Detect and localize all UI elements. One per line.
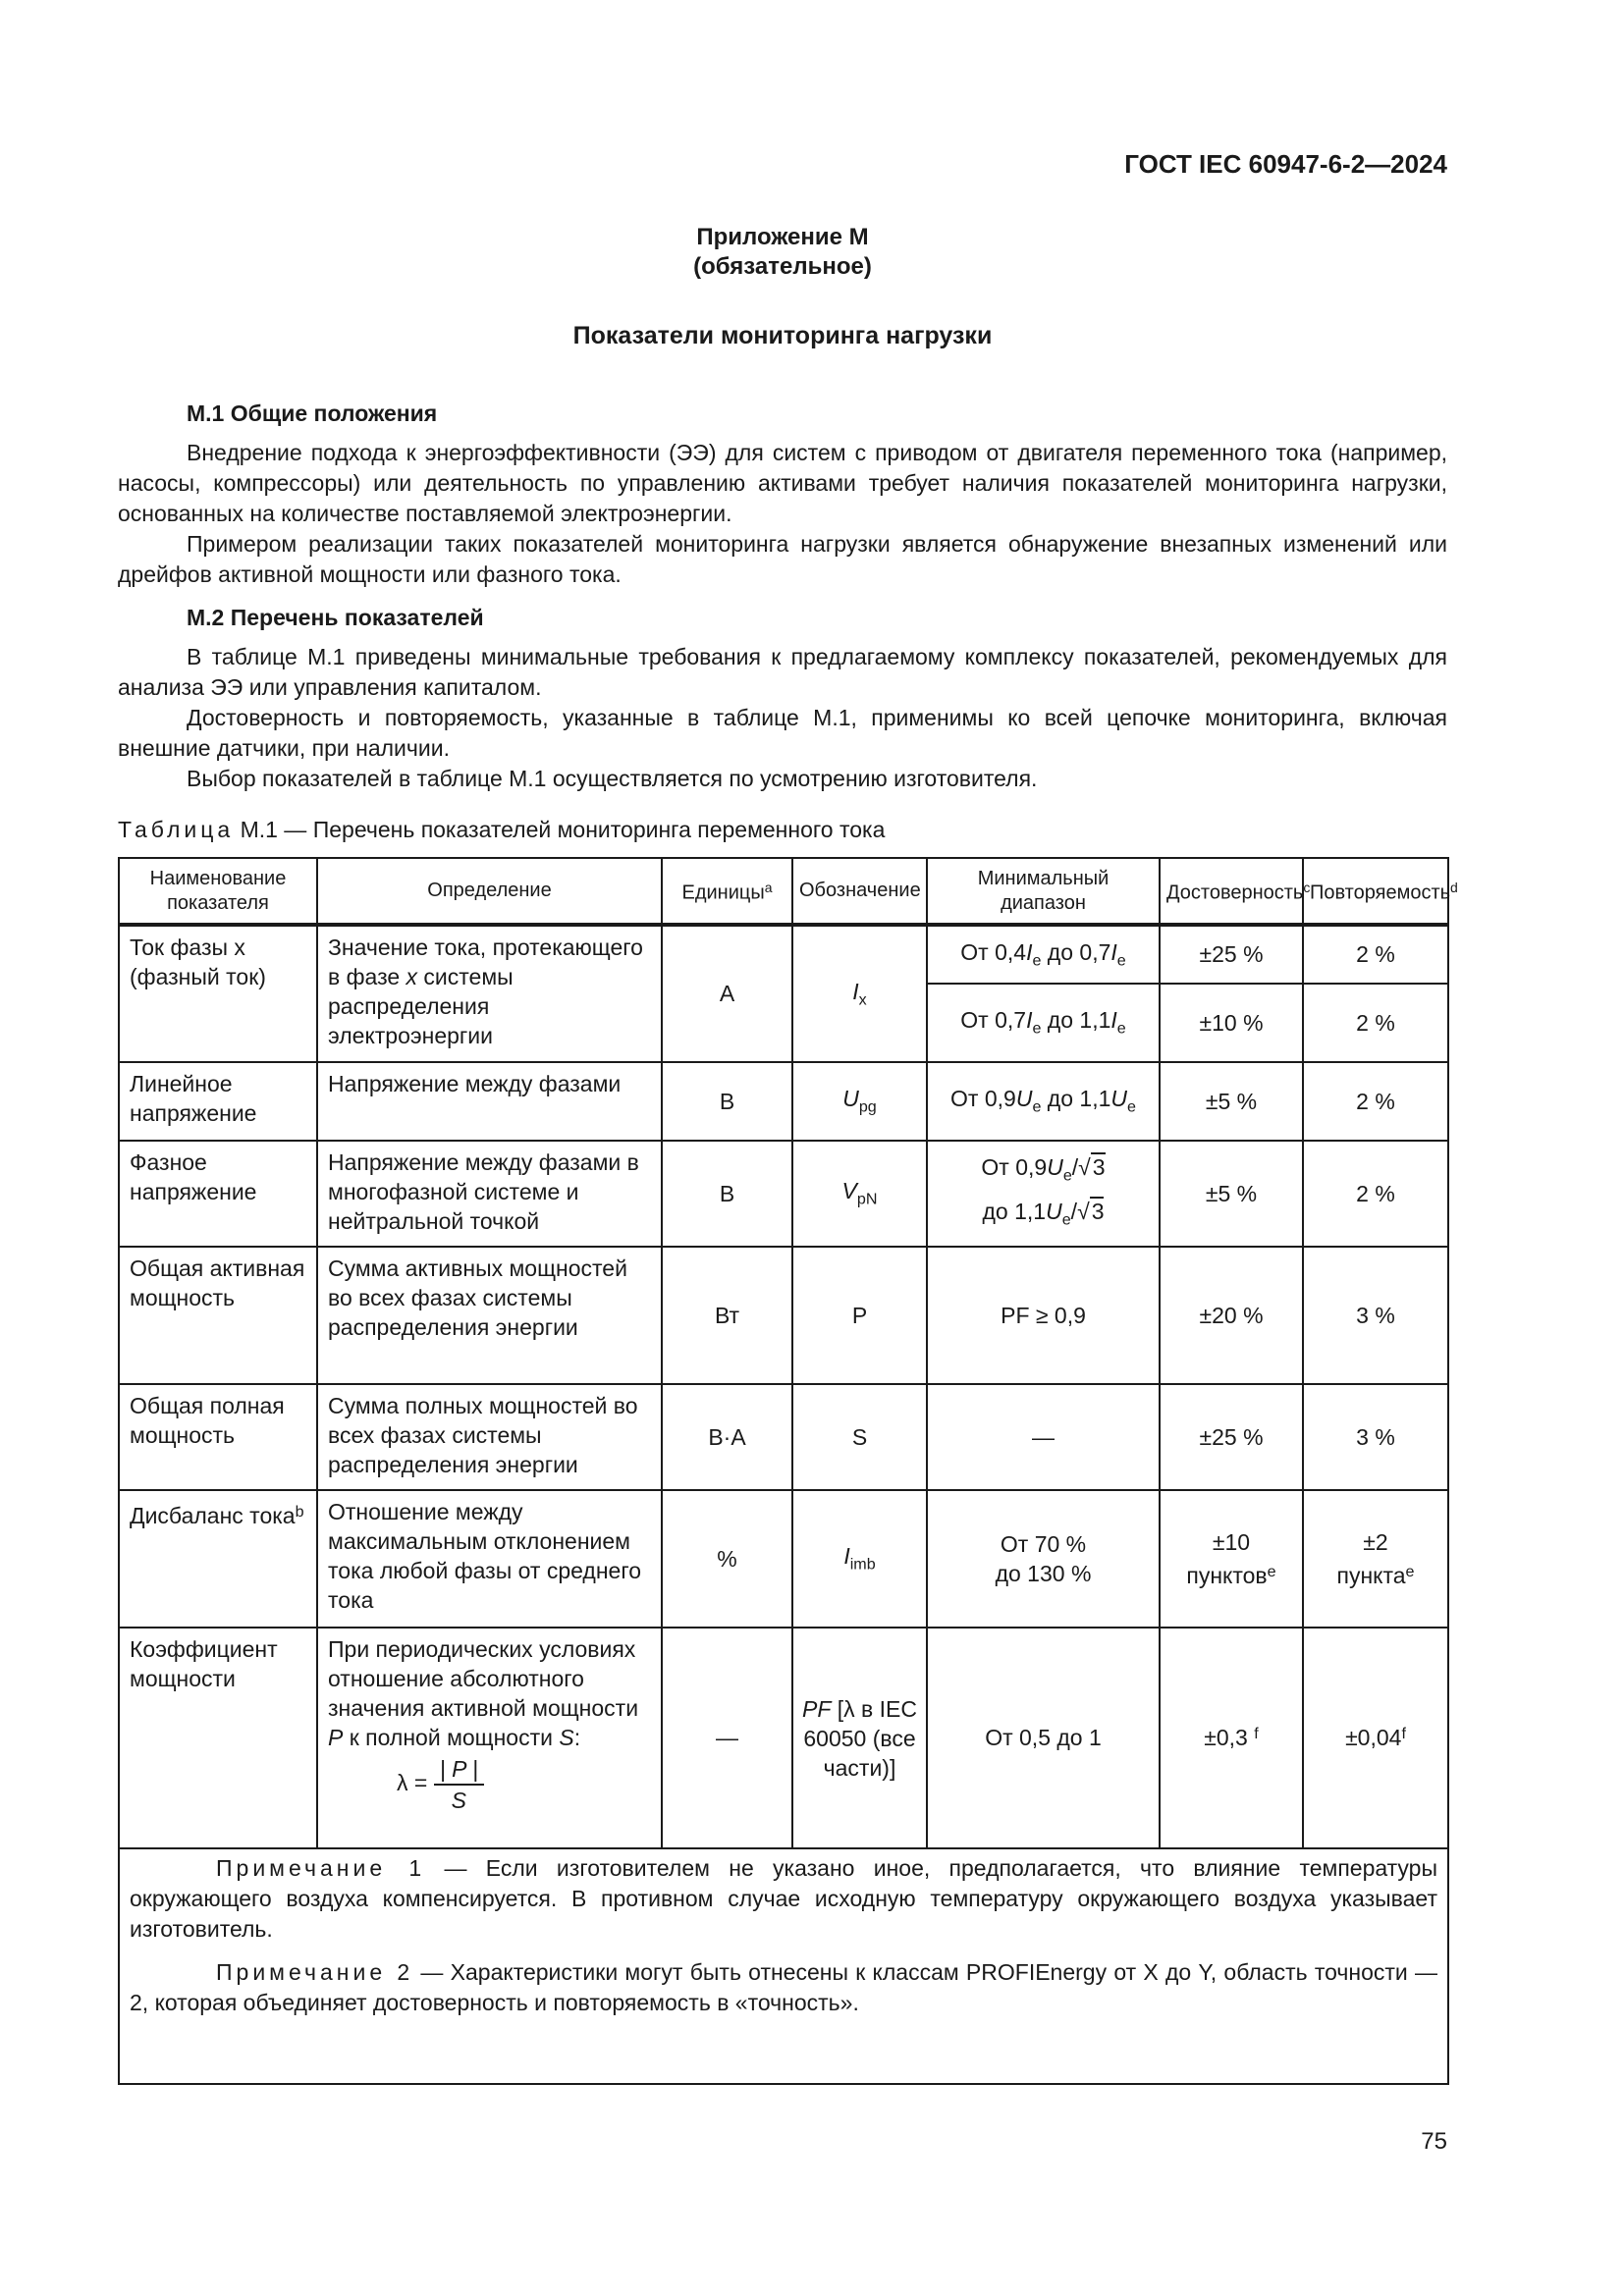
cell-repeatability: ±0,04$^f$ <box>1303 1628 1448 1848</box>
table-row-apparent-power <box>119 1384 1448 1490</box>
table-caption-title: М.1 — Перечень показателей мониторинга переменного тока <box>240 817 886 842</box>
table-caption-label: Таблица <box>118 817 235 842</box>
cell-accuracy: ±10 % <box>1160 984 1303 1062</box>
col-header-definition: Определение <box>317 858 662 925</box>
cell-name: Общая активная мощность <box>119 1247 317 1384</box>
section-m1-body <box>118 438 1447 590</box>
cell-accuracy: ±10 пунктов$^e$ <box>1160 1490 1303 1628</box>
note-2: Примечание 2 — Характеристики могут быть отнесены к классам PROFIEnergy от X до Y, область точности — 2, которая объединяет достоверность и повторяемость в «точность». <box>130 1959 1437 2015</box>
table-row-current-1 <box>119 925 1448 984</box>
cell-units: В·А <box>662 1384 792 1490</box>
col-header-name: Наименование показателя <box>119 858 317 925</box>
cell-definition: Сумма полных мощностей во всех фазах системы распределения энергии <box>317 1384 662 1490</box>
paragraph: Примером реализации таких показателей мониторинга нагрузки является обнаружение внезапных изменений или дрейфов активной мощности или фазного тока. <box>118 531 1447 587</box>
cell-name: Дисбаланс тока$^b$ <box>119 1490 317 1628</box>
cell-range: От 70 % до 130 % <box>927 1490 1160 1628</box>
cell-accuracy: ±0,3 $^f$ <box>1160 1628 1303 1848</box>
annex-status: (обязательное) <box>693 253 872 280</box>
cell-definition: Напряжение между фазами в многофазной системе и нейтральной точкой <box>317 1141 662 1247</box>
section-m1-heading: М.1 Общие положения <box>187 400 438 426</box>
cell-name: Линейное напряжение <box>119 1062 317 1141</box>
cell-range: От $0,9U_e/√3$ до $1,1U_e/√3$ <box>927 1141 1160 1247</box>
cell-units: В <box>662 1141 792 1247</box>
cell-symbol: $U_{pg}$ <box>792 1062 927 1141</box>
cell-accuracy: ±5 % <box>1160 1062 1303 1141</box>
section-m2-heading: М.2 Перечень показателей <box>187 605 484 630</box>
cell-range: PF ≥ 0,9 <box>927 1247 1160 1384</box>
cell-repeatability: 2 % <box>1303 925 1448 984</box>
cell-repeatability: 2 % <box>1303 1141 1448 1247</box>
cell-definition: Сумма активных мощностей во всех фазах системы распределения энергии <box>317 1247 662 1384</box>
note-1: Примечание 1 — Если изготовителем не указано иное, предполагается, что влияние температуры окружающего воздуха компенсируется. В противном случае исходную температуру окружающего воздуха указывает изготовитель. <box>130 1855 1437 1942</box>
cell-units: % <box>662 1490 792 1628</box>
cell-units: Вт <box>662 1247 792 1384</box>
cell-range: От 0,5 до 1 <box>927 1628 1160 1848</box>
cell-definition: Напряжение между фазами <box>317 1062 662 1141</box>
power-factor-formula: λ = $\frac{| P |}{S}$ <box>328 1754 651 1815</box>
col-header-range: Минимальный диапазон <box>927 858 1160 925</box>
cell-accuracy: ±25 % <box>1160 1384 1303 1490</box>
cell-symbol: $I_x$ <box>792 925 927 1062</box>
cell-symbol: P <box>792 1247 927 1384</box>
table-row-line-voltage <box>119 1062 1448 1141</box>
cell-symbol: $I_{imb}$ <box>792 1490 927 1628</box>
col-header-symbol: Обозначение <box>792 858 927 925</box>
table-row-phase-voltage <box>119 1141 1448 1247</box>
cell-units: А <box>662 925 792 1062</box>
page-number: 75 <box>1421 2128 1447 2155</box>
cell-definition: Значение тока, протекающего в фазе x системы распределения электроэнергии <box>317 925 662 1062</box>
cell-definition: При периодических условиях отношение абсолютного значения активной мощности P к полной мощности S: λ = $\frac{| P |}{S}$ <box>317 1628 662 1848</box>
table-caption <box>118 817 885 843</box>
col-header-accuracy: Достоверность$^c$ <box>1160 858 1303 925</box>
cell-repeatability: 3 % <box>1303 1384 1448 1490</box>
table-row-active-power <box>119 1247 1448 1384</box>
table-notes-row <box>119 1848 1448 2084</box>
section-m2-body <box>118 642 1447 794</box>
cell-repeatability: 2 % <box>1303 984 1448 1062</box>
paragraph: В таблице М.1 приведены минимальные требования к предлагаемому комплексу показателей, рекомендуемых для анализа ЭЭ или управления капиталом. <box>118 644 1447 700</box>
table-notes <box>119 1848 1448 2084</box>
table-header-row <box>119 858 1448 925</box>
col-header-repeatability: Повторяемость$^d$ <box>1303 858 1448 925</box>
cell-accuracy: ±25 % <box>1160 925 1303 984</box>
paragraph: Достоверность и повторяемость, указанные в таблице М.1, применимы ко всей цепочке мониторинга, включая внешние датчики, при наличии. <box>118 705 1447 761</box>
standard-designation: ГОСТ IEC 60947-6-2—2024 <box>1124 149 1447 179</box>
cell-symbol: S <box>792 1384 927 1490</box>
cell-accuracy: ±5 % <box>1160 1141 1303 1247</box>
cell-repeatability: 2 % <box>1303 1062 1448 1141</box>
cell-repeatability: 3 % <box>1303 1247 1448 1384</box>
cell-units: В <box>662 1062 792 1141</box>
cell-symbol: PF [λ в IEC 60050 (все части)] <box>792 1628 927 1848</box>
cell-name: Общая полная мощность <box>119 1384 317 1490</box>
annex-title: Приложение М <box>696 224 869 250</box>
indicators-table <box>118 857 1458 2085</box>
cell-symbol: $V_{pN}$ <box>792 1141 927 1247</box>
cell-name: Коэффициент мощности <box>119 1628 317 1848</box>
cell-name: Фазное напряжение <box>119 1141 317 1247</box>
cell-units: — <box>662 1628 792 1848</box>
col-header-units: Единицы$^a$ <box>662 858 792 925</box>
cell-range: — <box>927 1384 1160 1490</box>
cell-range: От $0,9U_e$ до $1,1U_e$ <box>927 1062 1160 1141</box>
cell-repeatability: ±2 пункта$^e$ <box>1303 1490 1448 1628</box>
table-row-power-factor <box>119 1628 1448 1848</box>
annex-heading: Показатели мониторинга нагрузки <box>572 322 993 349</box>
cell-definition: Отношение между максимальным отклонением тока любой фазы от среднего тока <box>317 1490 662 1628</box>
cell-accuracy: ±20 % <box>1160 1247 1303 1384</box>
paragraph: Внедрение подхода к энергоэффективности (ЭЭ) для систем с приводом от двигателя переменного тока (например, насосы, компрессоры) или деятельность по управлению активами требует наличия показателей мониторинга нагрузки, основанных на количестве поставляемой электроэнергии. <box>118 440 1447 526</box>
cell-range: От $0,4I_e$ до $0,7I_e$ <box>927 925 1160 984</box>
cell-range: От $0,7I_e$ до $1,1I_e$ <box>927 984 1160 1062</box>
cell-name: Ток фазы x (фазный ток) <box>119 925 317 1062</box>
paragraph: Выбор показателей в таблице М.1 осуществляется по усмотрению изготовителя. <box>187 766 1038 791</box>
table-row-current-imbalance <box>119 1490 1448 1628</box>
